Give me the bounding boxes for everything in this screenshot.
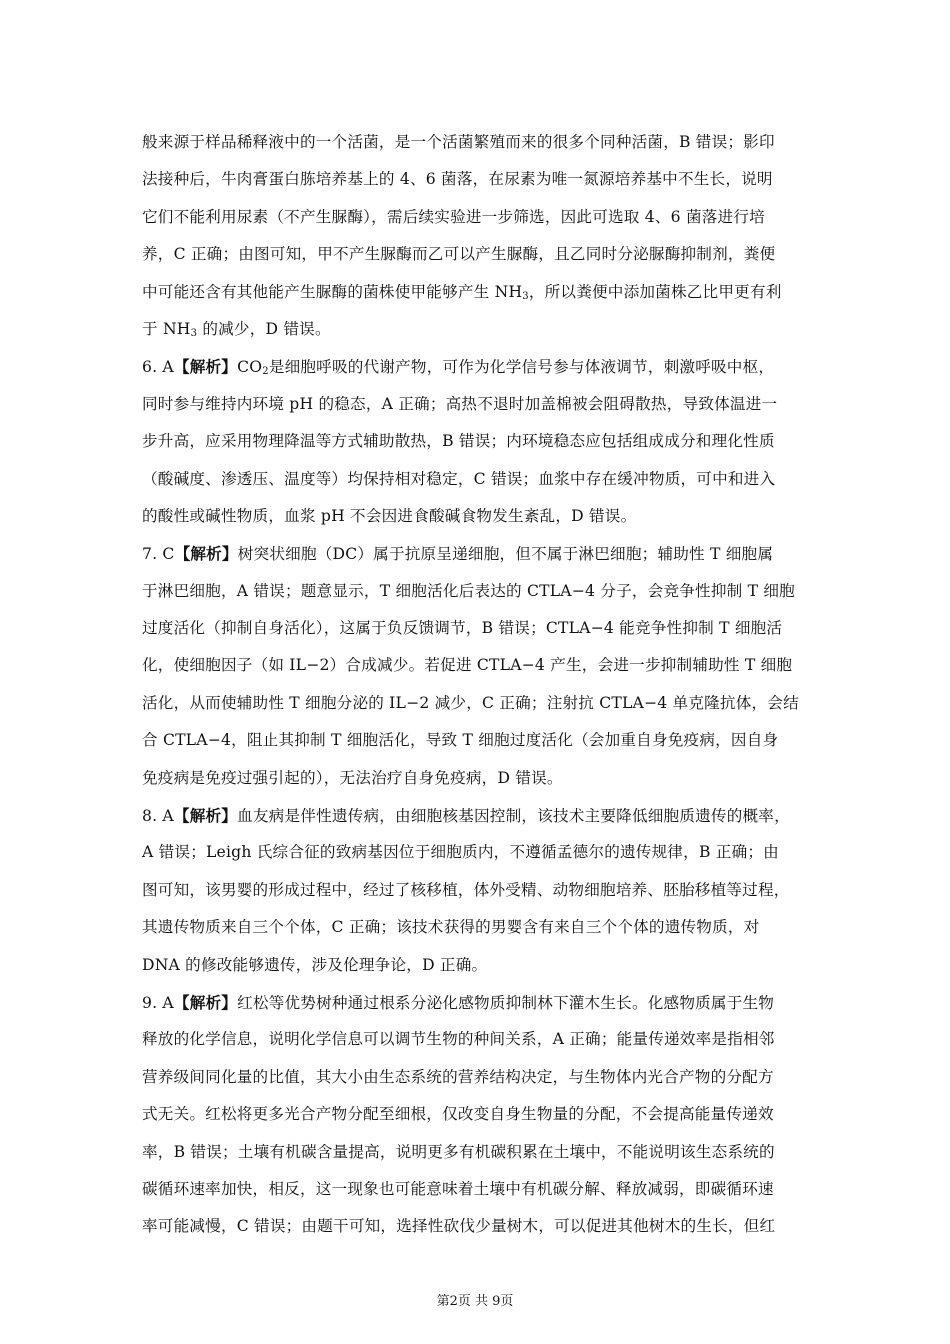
text-line [142,872,812,909]
text-line [142,1208,812,1245]
text-run: 7. C [142,545,175,564]
text-line [142,722,812,759]
text-line [142,1021,812,1058]
text-line [142,1134,812,1171]
text-run: 般来源于样品稀释液中的一个活菌，是一个活菌繁殖而来的很多个同种活菌，B 错误；影印 [142,133,775,151]
subscript: 3 [522,290,529,302]
text-run: 8. A [142,807,174,826]
analysis-label: 【解析】 [173,357,238,377]
text-run: A 错误；Leigh 氏综合征的致病基因位于细胞质内，不遵循孟德尔的遗传规律，B 正确；由 [142,843,779,862]
text-run: 免疫病是免疫过强引起的），无法治疗自身免疫病，D 错误。 [142,768,563,787]
text-run: 树突状细胞（DC）属于抗原呈递细胞，但不属于淋巴细胞；辅助性 T 细胞属 [237,545,774,564]
text-run: 于淋巴细胞，A 错误；题意显示，T 细胞活化后表达的 CTLA−4 分子，会竞争性抑制 T 细胞 [142,581,795,600]
text-line [142,909,812,946]
analysis-label: 【解析】 [173,992,238,1012]
text-line [142,498,812,535]
text-run: 的酸性或碱性物质，血浆 pH 不会因进食酸碱食物发生紊乱，D 错误。 [142,506,637,525]
subscript: 3 [190,327,198,339]
text-line [142,647,812,684]
text-line [142,1096,812,1133]
text-line [142,573,812,610]
text-run: 式无关。红松将更多光合产物分配至细根，仅改变自身生物量的分配，不会提高能量传递效 [142,1105,774,1124]
text-line [142,535,812,572]
text-line [142,311,812,348]
page-footer: 第2页 共 9页 [436,1294,514,1309]
analysis-label: 【解析】 [173,806,238,826]
text-run: 的减少，D 错误。 [197,319,331,338]
text-line [142,685,812,722]
text-line [142,834,812,871]
text-run: 过度活化（抑制自身活化），这属于负反馈调节，B 错误；CTLA−4 能竞争性抑制 T 细胞活 [142,619,783,638]
text-line [142,947,812,984]
text-run: DNA 的修改能够遗传，涉及伦理争论，D 正确。 [142,955,488,974]
text-run: 化，使细胞因子（如 IL−2）合成减少。若促进 CTLA−4 产生，会进一步抑制辅助性 T 细胞 [142,656,793,675]
text-run: ，所以粪便中添加菌株乙比甲更有利 [528,282,782,301]
text-line [142,610,812,647]
text-run: 率，B 错误；土壤有机碳含量提高，说明更多有机碳积累在土壤中，不能说明该生态系统的 [142,1142,775,1161]
analysis-label: 【解析】 [174,544,238,564]
text-run: 其遗传物质来自三个个体，C 正确；该技术获得的男婴含有来自三个个体的遗传物质，对 [142,918,760,937]
text-run: 于 NH [142,319,191,338]
text-run: 率可能减慢，C 错误；由题干可知，选择性砍伐少量树木，可以促进其他树木的生长，但红 [142,1217,776,1236]
answer-explanation-text [142,124,812,1246]
text-run: 养，C 正确；由图可知，甲不产生脲酶而乙可以产生脲酶，且乙同时分泌脲酶抑制剂，粪便 [142,245,776,264]
text-run: 它们不能利用尿素（不产生脲酶），需后续实验进一步筛选，因此可选取 4、6 菌落进行培 [142,207,765,226]
text-line [142,274,812,311]
text-run: 9. A [142,993,174,1012]
text-run: 是细胞呼吸的代谢产物，可作为化学信号参与体液调节，刺激呼吸中枢， [268,358,775,377]
text-line [142,124,812,161]
text-line [142,461,812,498]
text-run: 图可知，该男婴的形成过程中，经过了核移植，体外受精、动物细胞培养、胚胎移植等过程， [142,880,790,899]
text-line [142,199,812,236]
text-run: 释放的化学信息，说明化学信息可以调节生物的种间关系，A 正确；能量传递效率是指相邻 [142,1030,775,1049]
text-line [142,797,812,834]
text-line [142,386,812,423]
text-run: 碳循环速率加快，相反，这一现象也可能意味着土壤中有机碳分解、释放减弱，即碳循环速 [142,1179,774,1198]
text-run: 活化，从而使辅助性 T 细胞分泌的 IL−2 减少，C 正确；注射抗 CTLA−4 单克隆抗体，会结 [142,693,799,712]
text-line [142,760,812,797]
text-run: 血友病是伴性遗传病，由细胞核基因控制，该技术主要降低细胞质遗传的概率， [237,807,790,826]
text-run: 步升高，应采用物理降温等方式辅助散热，B 错误；内环境稳态应包括组成成分和理化性质 [142,432,775,451]
text-line [142,984,812,1021]
text-run: （酸碱度、渗透压、温度等）均保持相对稳定，C 错误；血浆中存在缓冲物质，可中和进入 [142,469,776,488]
text-line [142,1171,812,1208]
subscript: 2 [262,366,269,378]
text-run: 同时参与维持内环境 pH 的稳态，A 正确；高热不退时加盖棉被会阻碍散热，导致体温进一 [142,394,778,413]
text-run: CO [237,358,263,377]
text-run: 中可能还含有其他能产生脲酶的菌株使甲能够产生 NH [142,282,523,301]
text-line [142,423,812,460]
text-run: 法接种后，牛肉膏蛋白胨培养基上的 4、6 菌落，在尿素为唯一氮源培养基中不生长，说明 [142,170,773,189]
text-run: 合 CTLA−4，阻止其抑制 T 细胞活化，导致 T 细胞过度活化（会加重自身免疫病，因自身 [142,731,779,750]
text-line [142,1059,812,1096]
text-run: 红松等优势树种通过根系分泌化感物质抑制林下灌木生长。化感物质属于生物 [237,993,775,1012]
text-line [142,348,812,385]
text-line [142,161,812,198]
text-run: 营养级间同化量的比值，其大小由生态系统的营养结构决定，与生物体内光合产物的分配方 [142,1067,774,1086]
text-run: 6. A [142,358,174,377]
text-line [142,236,812,273]
